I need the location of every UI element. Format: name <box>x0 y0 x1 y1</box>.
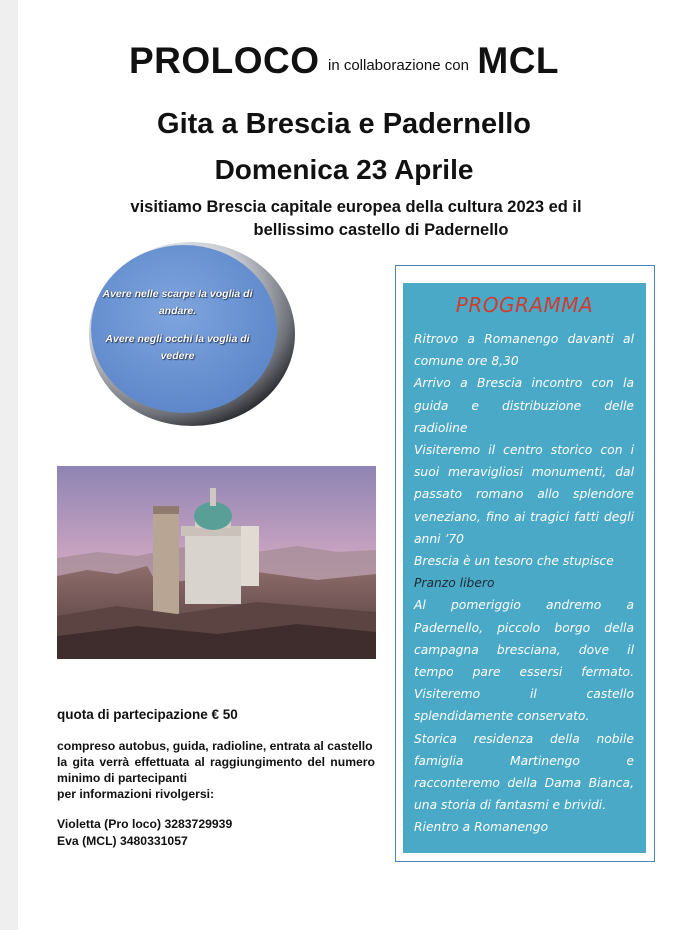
info-section <box>57 707 375 850</box>
program-item: Ritrovo a Romanengo davanti al comune ore 8,30 <box>414 332 634 369</box>
trip-details <box>57 738 375 802</box>
quote-text <box>100 286 255 376</box>
org-mcl: MCL <box>477 40 560 81</box>
program-title: PROGRAMMA <box>455 293 594 317</box>
contact-eva: Eva (MCL) 3480331057 <box>57 834 188 848</box>
program-item: Al pomeriggio andremo a Padernello, piccolo borgo della campagna bresciana, dove il tempo pare essersi fermato. Visiteremo il castello splendidamente conservato. <box>414 598 634 724</box>
program-item: Rientro a Romanengo <box>414 820 549 835</box>
header-line <box>0 40 688 82</box>
org-proloco: PROLOCO <box>128 40 320 81</box>
quote-2: Avere negli occhi la voglia di vedere <box>105 333 250 362</box>
contact-intro: per informazioni rivolgersi: <box>57 787 215 801</box>
contacts <box>57 816 375 850</box>
trip-date: Domenica 23 Aprile <box>214 154 474 185</box>
program-item: Visiteremo il centro storico con i suoi meravigliosi monumenti, dal passato romano allo splendore veneziano, fino ai tragici fatti degli anni ’70 <box>414 443 634 546</box>
program-item: Arrivo a Brescia incontro con la guida e distribuzione delle radioline <box>414 376 634 435</box>
contact-violetta: Violetta (Pro loco) 3283729939 <box>57 817 233 831</box>
participation-fee: quota di partecipazione € 50 <box>57 707 238 722</box>
collaboration-text: in collaborazione con <box>327 57 469 74</box>
program-item: Pranzo libero <box>414 576 495 591</box>
subtitle-line-2: bellissimo castello di Padernello <box>253 221 509 239</box>
included-services: compreso autobus, guida, radioline, entrata al castello <box>57 739 373 753</box>
trip-title: Gita a Brescia e Padernello <box>157 108 531 140</box>
program-item: Storica residenza della nobile famiglia Martinengo e racconteremo della Dama Bianca, una storia di fantasmi e brividi. <box>414 731 634 813</box>
program-item: Brescia è un tesoro che stupisce <box>414 554 614 569</box>
program-body <box>414 328 634 839</box>
brescia-photo <box>57 466 376 659</box>
quote-1: Avere nelle scarpe la voglia di andare. <box>102 288 253 317</box>
minimum-participants: la gita verrà effettuata al raggiungimento del numero minimo di partecipanti <box>57 755 375 785</box>
subtitle-line-1: visitiamo Brescia capitale europea della cultura 2023 ed il <box>130 198 582 216</box>
